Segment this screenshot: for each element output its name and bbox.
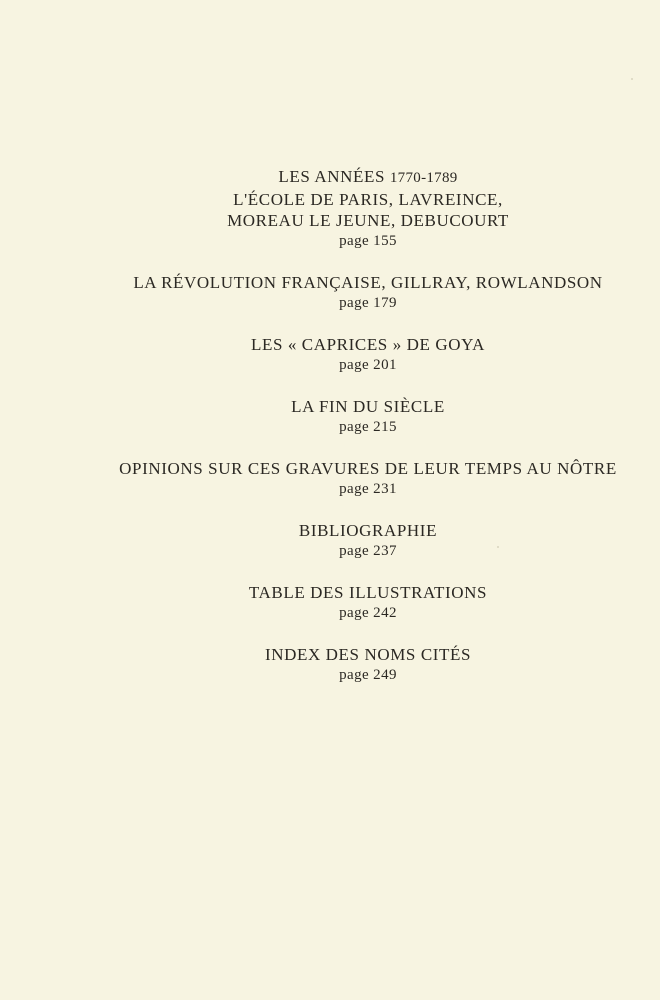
toc-entry-page: page 242 [339,605,397,621]
toc-entry-title: LA FIN DU SIÈCLE [291,397,445,416]
toc-entry-title: MOREAU LE JEUNE, DEBUCOURT [227,211,509,230]
paper-speck [631,78,633,80]
toc-entry-page: page 179 [339,295,397,311]
toc-entry [76,272,660,314]
toc-entry [76,334,660,376]
toc-entry-title-years: 1770-1789 [389,170,458,186]
toc-entry-title: OPINIONS SUR CES GRAVURES DE LEUR TEMPS AU NÔTRE [119,459,617,478]
table-of-contents [0,166,660,706]
toc-entry [76,458,660,500]
toc-entry-title: LES « CAPRICES » DE GOYA [250,335,485,354]
toc-entry-title: BIBLIOGRAPHIE [298,521,438,540]
toc-entry-page: page 155 [339,233,397,249]
toc-entry [76,166,660,252]
toc-entry-title [76,166,660,189]
toc-entry-title: L'ÉCOLE DE PARIS, LAVREINCE, [233,190,503,209]
toc-entry-page: page 249 [339,667,397,683]
toc-entry-page: page 237 [339,543,397,559]
toc-entry-page: page 215 [339,419,397,435]
toc-entry-title-text: LES ANNÉES [278,167,386,186]
toc-entry [76,582,660,624]
toc-entry-page: page 201 [339,357,397,373]
toc-entry [76,396,660,438]
toc-entry [76,644,660,686]
toc-entry-title: TABLE DES ILLUSTRATIONS [248,583,488,602]
toc-entry [76,520,660,562]
toc-entry-title: INDEX DES NOMS CITÉS [264,645,472,664]
toc-entry-title: LA RÉVOLUTION FRANÇAISE, GILLRAY, ROWLANDSON [133,273,603,292]
toc-entry-page: page 231 [339,481,397,497]
